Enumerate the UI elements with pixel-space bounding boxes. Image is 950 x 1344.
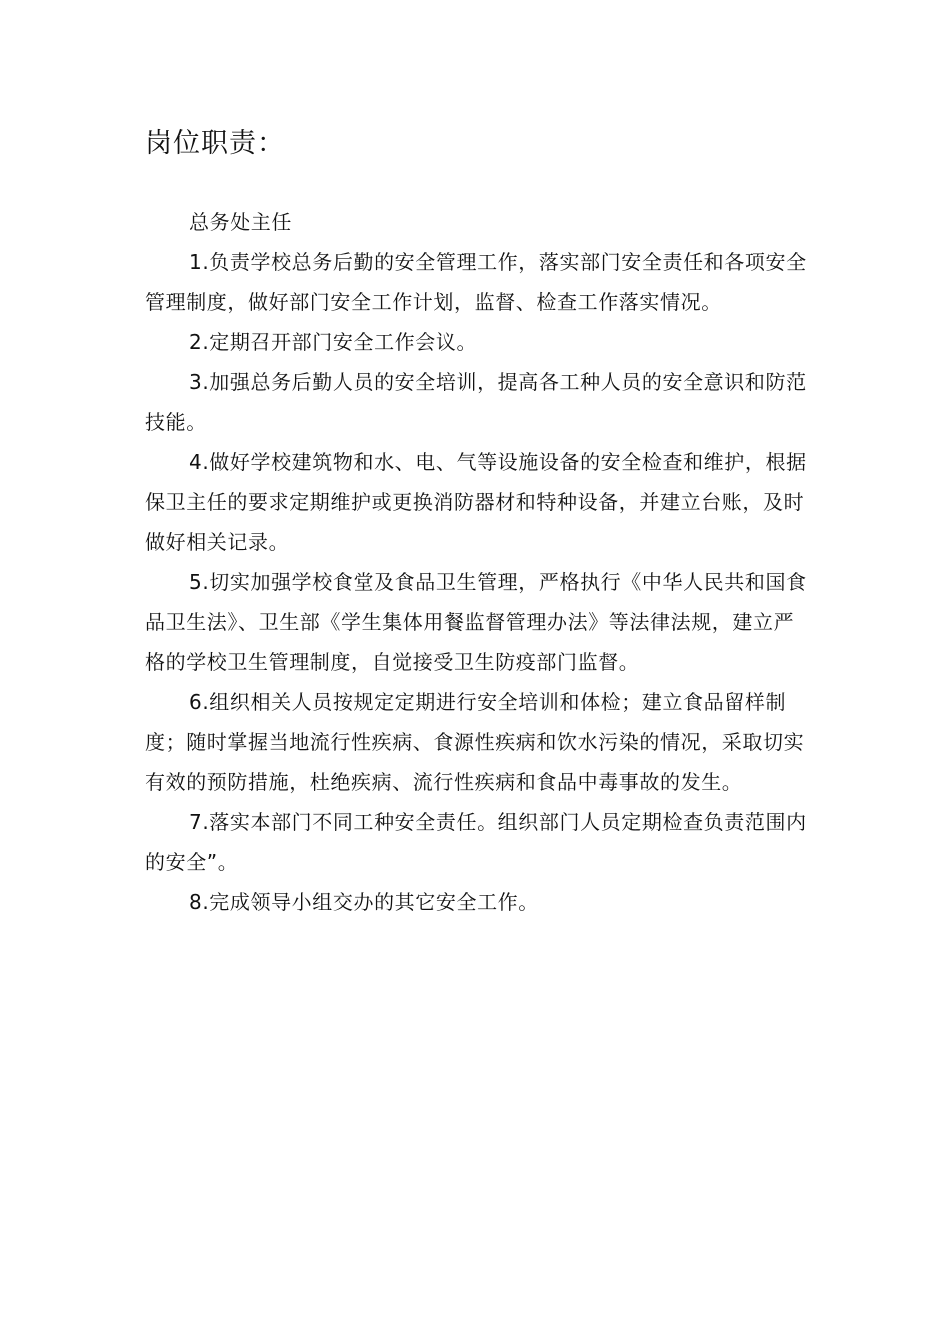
page-title: 岗位职责：	[145, 128, 285, 159]
duty-item-5: 5.切实加强学校食堂及食品卫生管理，严格执行《中华人民共和国食品卫生法》、卫生部《学生集体用餐监督管理办法》等法律法规，建立严格的学校卫生管理制度，自觉接受卫生防疫部门监督。	[145, 570, 807, 674]
duty-item-4: 4.做好学校建筑物和水、电、气等设施设备的安全检查和维护，根据保卫主任的要求定期维护或更换消防器材和特种设备，并建立台账，及时做好相关记录。	[145, 450, 807, 554]
duty-item-7: 7.落实本部门不同工种安全责任。组织部门人员定期检查负责范围内的安全”。	[145, 810, 807, 874]
duty-item-8: 8.完成领导小组交办的其它安全工作。	[189, 890, 539, 914]
duty-item-6: 6.组织相关人员按规定定期进行安全培训和体检；建立食品留样制度；随时掌握当地流行性疾病、食源性疾病和饮水污染的情况，采取切实有效的预防措施，杜绝疾病、流行性疾病和食品中毒事故的发生。	[145, 690, 805, 794]
duty-item-1: 1.负责学校总务后勤的安全管理工作，落实部门安全责任和各项安全管理制度，做好部门安全工作计划，监督、检查工作落实情况。	[145, 250, 807, 314]
duty-item-3: 3.加强总务后勤人员的安全培训，提高各工种人员的安全意识和防范技能。	[145, 370, 807, 434]
duty-item-2: 2.定期召开部门安全工作会议。	[189, 330, 478, 354]
subtitle: 总务处主任	[189, 210, 292, 234]
document-body	[145, 202, 810, 922]
